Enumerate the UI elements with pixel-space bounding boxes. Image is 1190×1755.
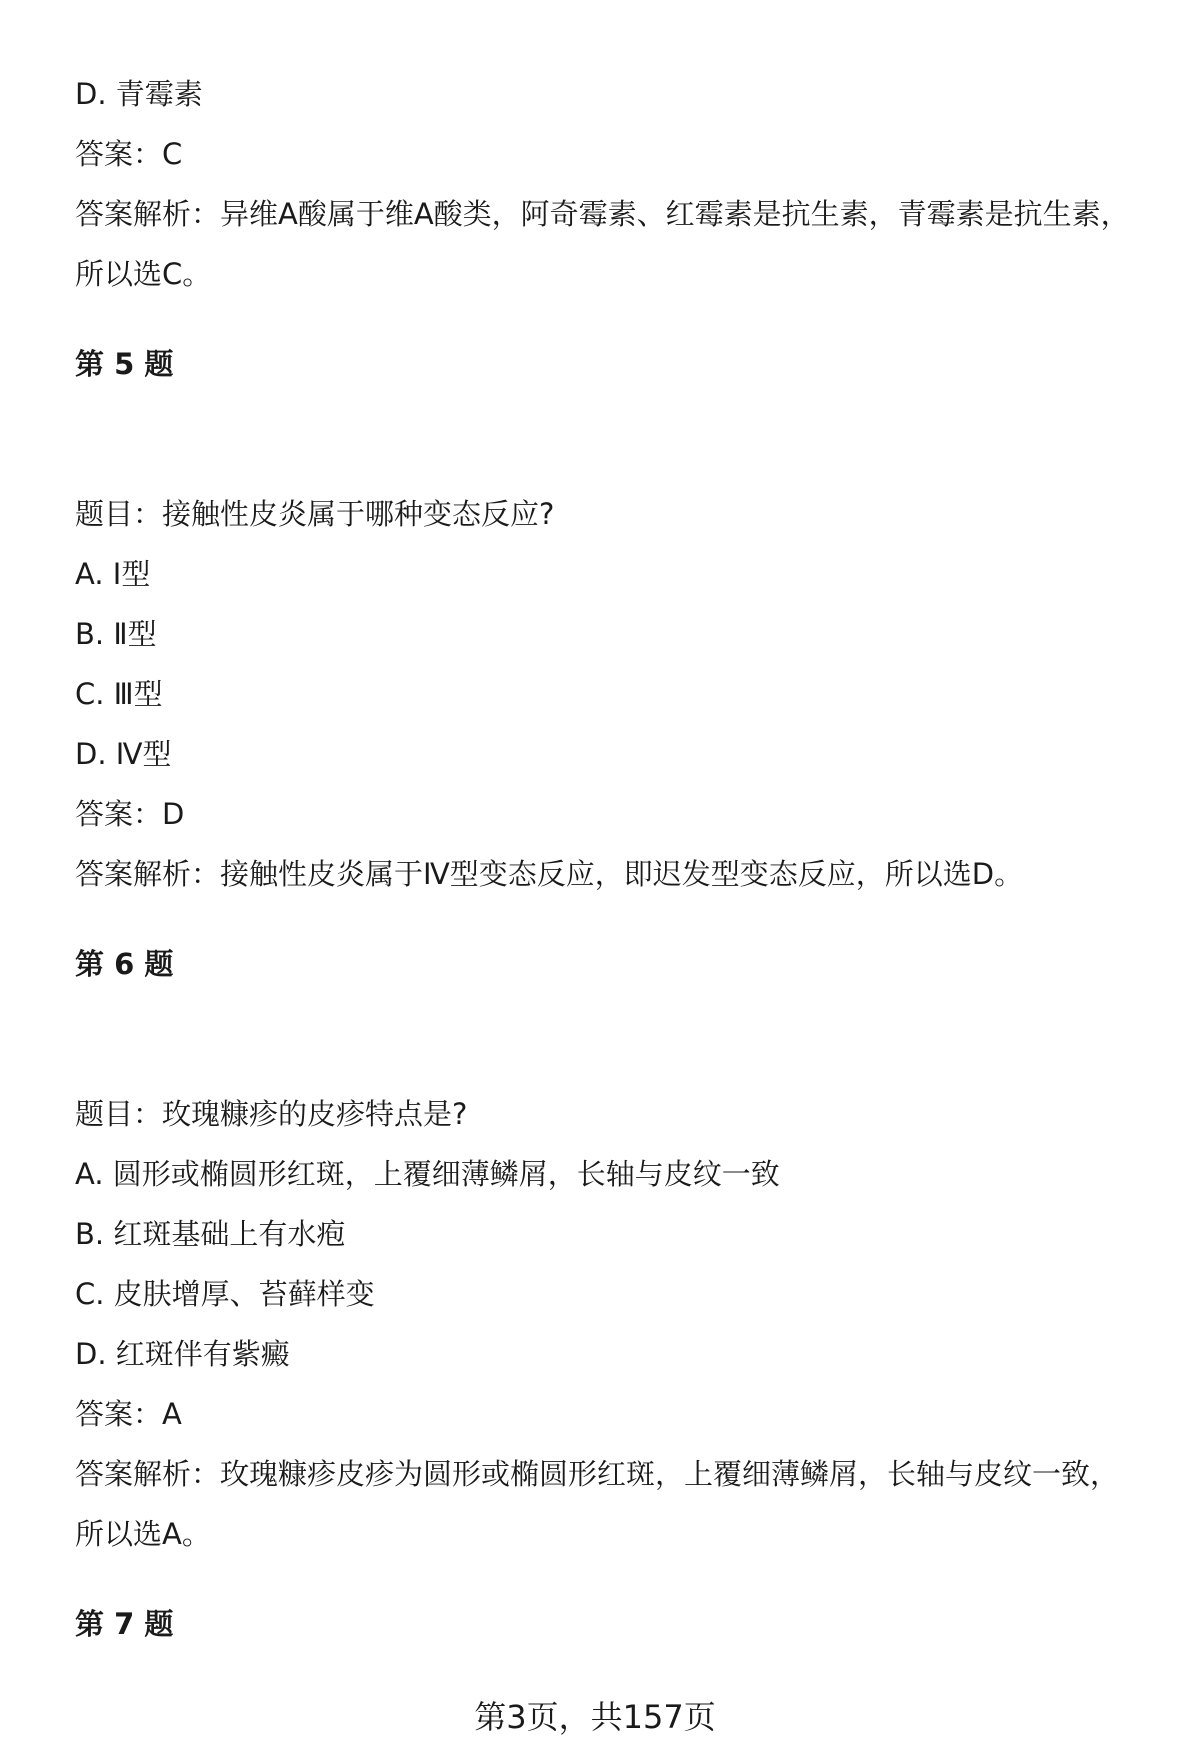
document-page (75, 0, 1165, 1755)
q5-heading: 第 5 题 (75, 347, 174, 381)
q6-explanation-line2: 所以选A。 (75, 1517, 211, 1551)
q6-heading: 第 6 题 (75, 947, 174, 981)
q6-answer: 答案：A (75, 1397, 182, 1431)
q5-option-c: C. Ⅲ型 (75, 677, 163, 711)
q4-option-d: D. 青霉素 (75, 77, 203, 111)
q5-question: 题目：接触性皮炎属于哪种变态反应? (75, 497, 555, 531)
q4-explanation-line1: 答案解析：异维A酸属于维A酸类，阿奇霉素、红霉素是抗生素，青霉素是抗生素， (75, 197, 1130, 231)
q5-answer: 答案：D (75, 797, 185, 831)
q5-option-d: D. Ⅳ型 (75, 737, 172, 771)
q6-option-d: D. 红斑伴有紫癜 (75, 1337, 290, 1371)
q6-option-c: C. 皮肤增厚、苔藓样变 (75, 1277, 375, 1311)
q4-answer: 答案：C (75, 137, 183, 171)
q6-question: 题目：玫瑰糠疹的皮疹特点是? (75, 1097, 468, 1131)
q5-explanation-line1: 答案解析：接触性皮炎属于Ⅳ型变态反应，即迟发型变态反应，所以选D。 (75, 857, 1024, 891)
page-number-footer: 第3页，共157页 (474, 1698, 716, 1736)
q5-option-a: A. Ⅰ型 (75, 557, 151, 591)
q5-option-b: B. Ⅱ型 (75, 617, 157, 651)
q4-explanation-line2: 所以选C。 (75, 257, 212, 291)
q6-option-a: A. 圆形或椭圆形红斑，上覆细薄鳞屑，长轴与皮纹一致 (75, 1157, 780, 1191)
q6-option-b: B. 红斑基础上有水疱 (75, 1217, 346, 1251)
q6-explanation-line1: 答案解析：玫瑰糠疹皮疹为圆形或椭圆形红斑，上覆细薄鳞屑，长轴与皮纹一致， (75, 1457, 1120, 1491)
q7-heading: 第 7 题 (75, 1607, 174, 1641)
